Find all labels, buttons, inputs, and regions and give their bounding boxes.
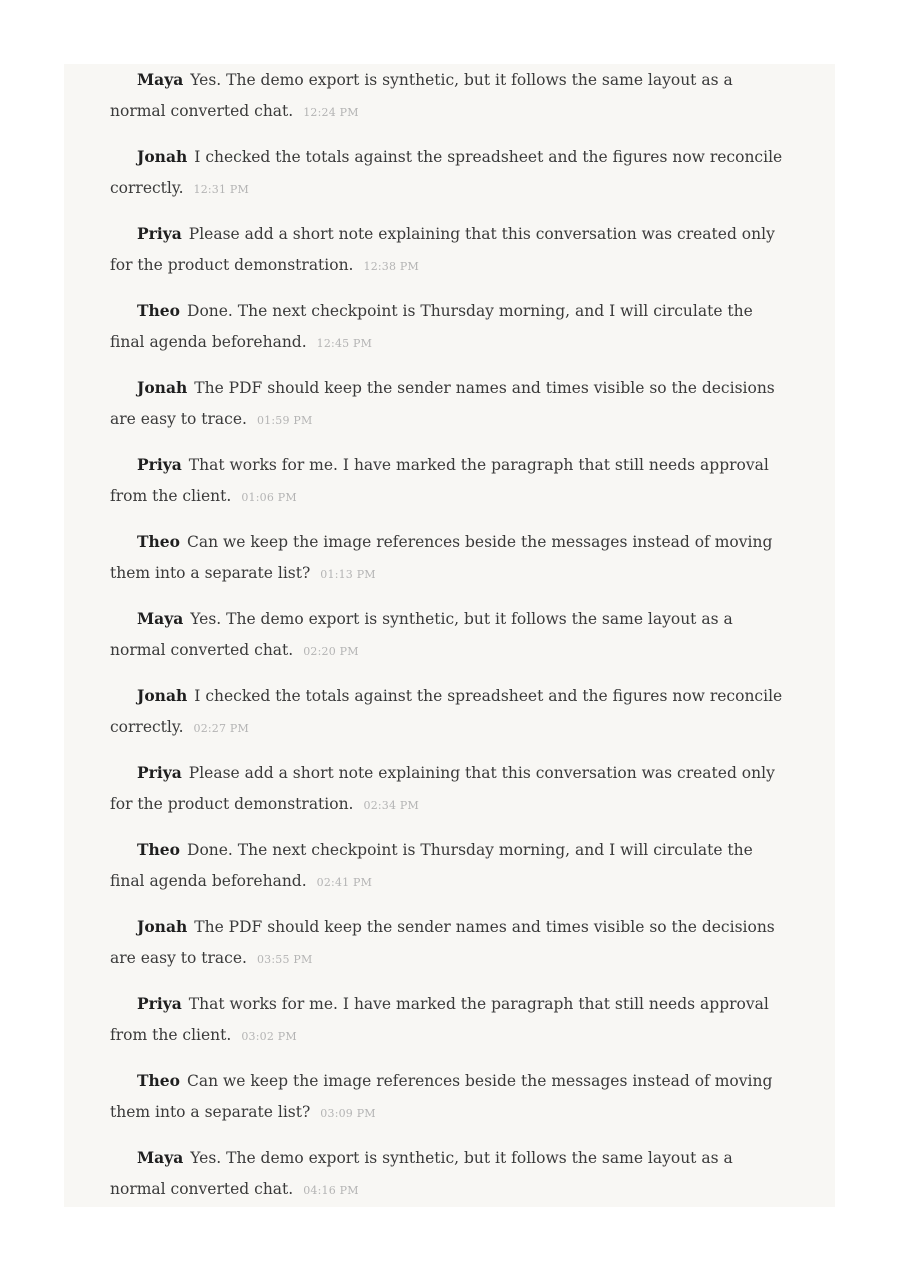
message-sender: Theo bbox=[137, 840, 181, 859]
message bbox=[110, 680, 790, 757]
message-line bbox=[110, 757, 790, 821]
message-line bbox=[110, 64, 790, 128]
message-line bbox=[110, 911, 790, 975]
message-sender: Jonah bbox=[137, 686, 188, 705]
message-sender: Jonah bbox=[137, 917, 188, 936]
document-page bbox=[64, 64, 835, 1207]
message-text: The PDF should keep the sender names and times visible so the decisions are easy to trace. bbox=[110, 918, 775, 967]
message-sender: Jonah bbox=[137, 378, 188, 397]
message-sender: Theo bbox=[137, 532, 181, 551]
message-time: 12:45 PM bbox=[316, 337, 373, 350]
message bbox=[110, 911, 790, 988]
message-line bbox=[110, 141, 790, 205]
message-text: That works for me. I have marked the paragraph that still needs approval from the client. bbox=[110, 456, 769, 505]
message bbox=[110, 988, 790, 1065]
message bbox=[110, 449, 790, 526]
message bbox=[110, 218, 790, 295]
message bbox=[110, 295, 790, 372]
message bbox=[110, 141, 790, 218]
message-text: Can we keep the image references beside the messages instead of moving them into a separate list? bbox=[110, 533, 773, 582]
message-sender: Priya bbox=[137, 455, 182, 474]
message-time: 03:09 PM bbox=[320, 1107, 376, 1120]
message-time: 01:06 PM bbox=[241, 491, 297, 504]
message bbox=[110, 64, 790, 141]
message-sender: Theo bbox=[137, 301, 181, 320]
message-time: 12:24 PM bbox=[303, 106, 359, 119]
message-time: 12:31 PM bbox=[193, 183, 249, 196]
message-time: 02:34 PM bbox=[363, 799, 419, 812]
message-text: Yes. The demo export is synthetic, but it follows the same layout as a normal converted chat. bbox=[110, 71, 733, 120]
message bbox=[110, 1065, 790, 1142]
message-text: I checked the totals against the spreadsheet and the figures now reconcile correctly. bbox=[110, 148, 783, 197]
message-time: 03:55 PM bbox=[256, 953, 313, 966]
message-line bbox=[110, 526, 790, 590]
message-text: I checked the totals against the spreadsheet and the figures now reconcile correctly. bbox=[110, 687, 783, 736]
message-line bbox=[110, 680, 790, 744]
message-text: Yes. The demo export is synthetic, but it follows the same layout as a normal converted chat. bbox=[110, 610, 733, 659]
message-sender: Maya bbox=[137, 1148, 184, 1167]
message-time: 02:41 PM bbox=[316, 876, 373, 889]
message-line bbox=[110, 218, 790, 282]
message-text: Please add a short note explaining that this conversation was created only for the product demonstration. bbox=[110, 225, 775, 274]
message-text: The PDF should keep the sender names and times visible so the decisions are easy to trace. bbox=[110, 379, 775, 428]
message-text: Please add a short note explaining that this conversation was created only for the product demonstration. bbox=[110, 764, 775, 813]
message-sender: Maya bbox=[137, 70, 184, 89]
message bbox=[110, 757, 790, 834]
message-sender: Jonah bbox=[137, 147, 188, 166]
message-line bbox=[110, 372, 790, 436]
message-text: Yes. The demo export is synthetic, but it follows the same layout as a normal converted chat. bbox=[110, 1149, 733, 1198]
message-line bbox=[110, 834, 790, 898]
message-time: 02:20 PM bbox=[303, 645, 359, 658]
message-time: 12:38 PM bbox=[363, 260, 419, 273]
message-sender: Priya bbox=[137, 224, 182, 243]
message-time: 02:27 PM bbox=[193, 722, 249, 735]
message-sender: Theo bbox=[137, 1071, 181, 1090]
message-line bbox=[110, 295, 790, 359]
message bbox=[110, 526, 790, 603]
message-text: Can we keep the image references beside the messages instead of moving them into a separate list? bbox=[110, 1072, 773, 1121]
message-sender: Maya bbox=[137, 609, 184, 628]
message-list bbox=[110, 64, 790, 1219]
message-text: Done. The next checkpoint is Thursday morning, and I will circulate the final agenda beforehand. bbox=[110, 841, 753, 890]
message-line bbox=[110, 1065, 790, 1129]
message-time: 01:13 PM bbox=[320, 568, 376, 581]
message bbox=[110, 834, 790, 911]
message-sender: Priya bbox=[137, 994, 182, 1013]
message-time: 01:59 PM bbox=[256, 414, 313, 427]
message-line bbox=[110, 988, 790, 1052]
message bbox=[110, 372, 790, 449]
message-text: Done. The next checkpoint is Thursday morning, and I will circulate the final agenda beforehand. bbox=[110, 302, 753, 351]
message-line bbox=[110, 603, 790, 667]
message-time: 04:16 PM bbox=[303, 1184, 359, 1197]
message-sender: Priya bbox=[137, 763, 182, 782]
message-line bbox=[110, 449, 790, 513]
message-line bbox=[110, 1142, 790, 1206]
message-text: That works for me. I have marked the paragraph that still needs approval from the client. bbox=[110, 995, 769, 1044]
message-time: 03:02 PM bbox=[241, 1030, 297, 1043]
message bbox=[110, 1142, 790, 1219]
message bbox=[110, 603, 790, 680]
